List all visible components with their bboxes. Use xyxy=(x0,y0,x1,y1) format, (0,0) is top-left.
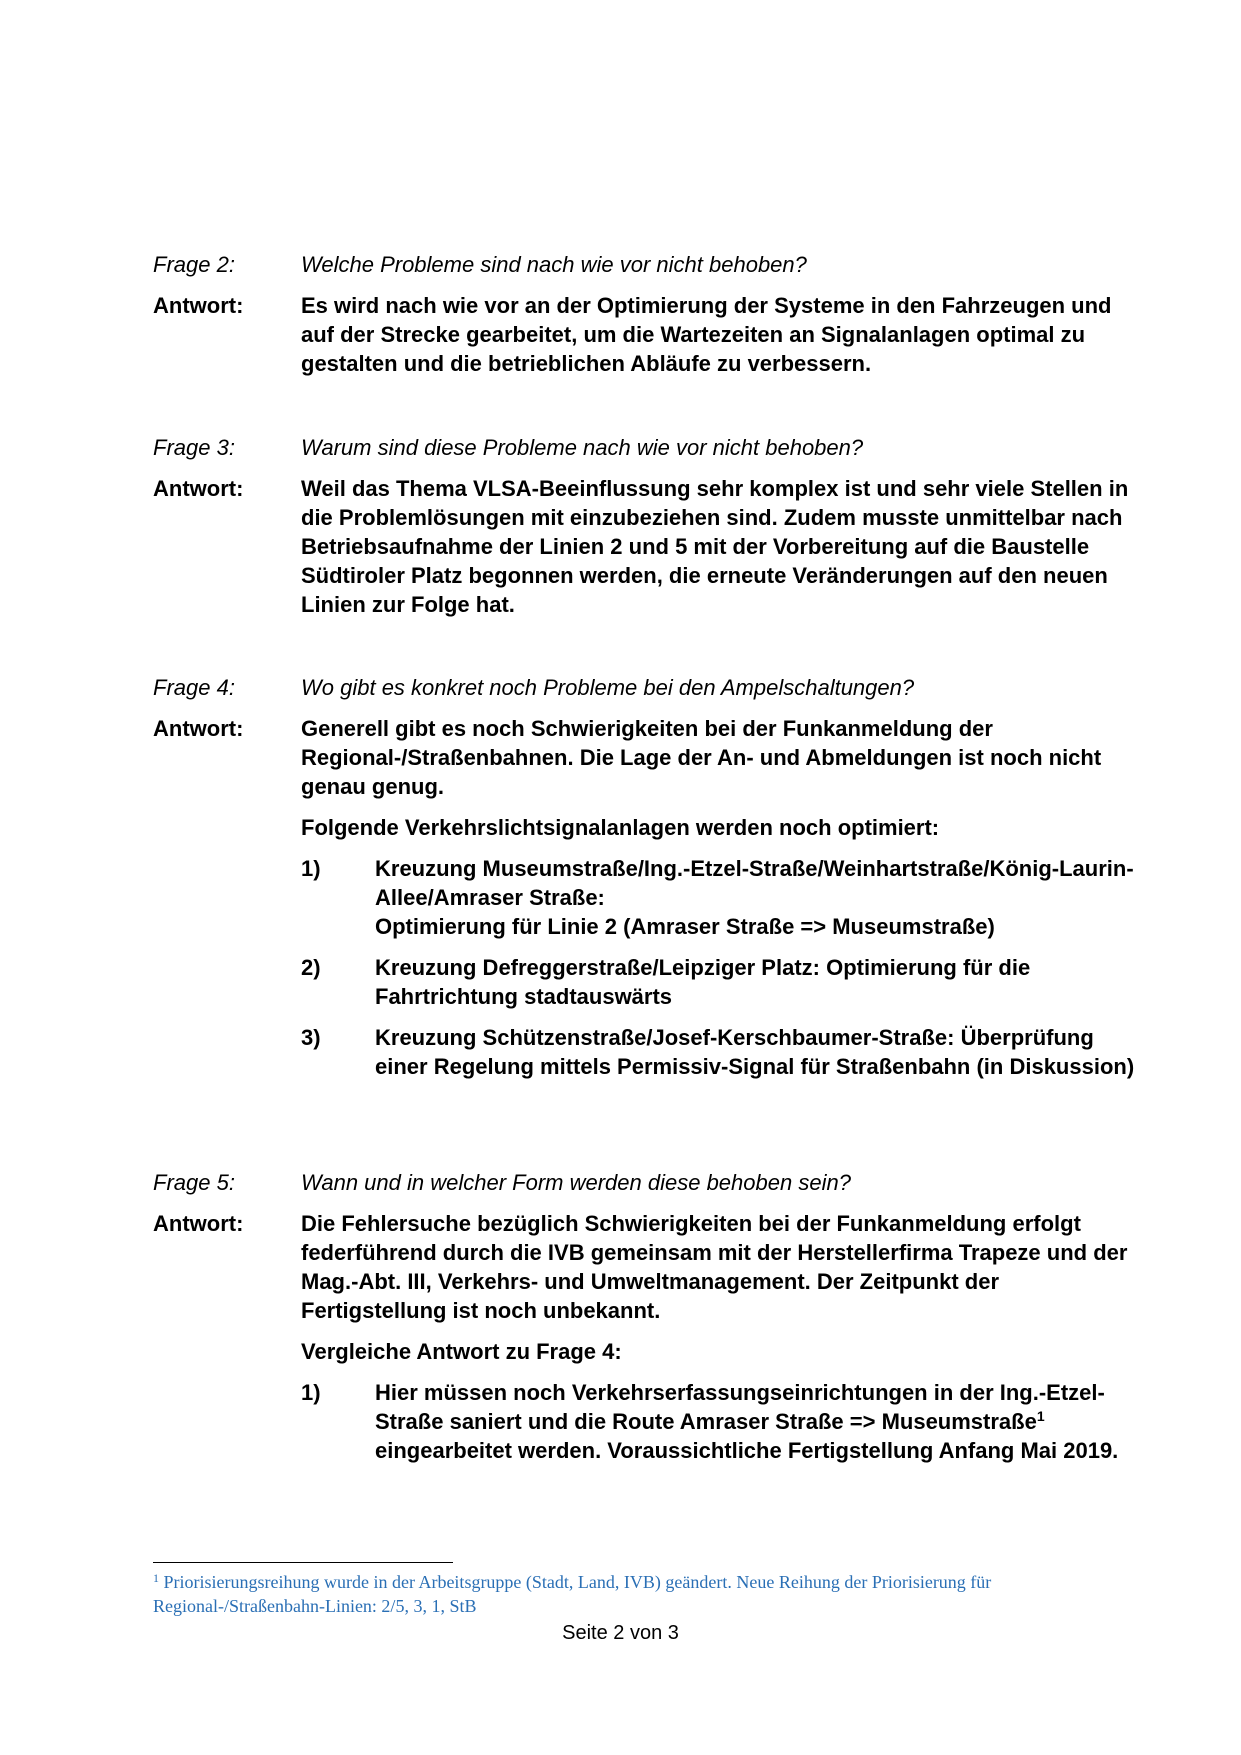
footnote-marker: 1 xyxy=(153,1571,159,1585)
qa-block-4 xyxy=(153,673,1143,1081)
list-item xyxy=(301,854,1143,941)
answer-paragraph: Generell gibt es noch Schwierigkeiten bei der Funkanmeldung der Regional-/Straßenbahnen. Die Lage der An- und Abmeldungen ist noch nicht genau genug. xyxy=(301,716,1102,799)
numbered-list xyxy=(301,854,1143,1081)
answer-label: Antwort: xyxy=(153,716,244,741)
answer-row xyxy=(153,1209,1143,1465)
list-item xyxy=(301,1023,1143,1081)
answer-paragraph: Vergleiche Antwort zu Frage 4: xyxy=(301,1339,622,1364)
list-item-text-part: Hier müssen noch Verkehrserfassungseinrichtungen in der Ing.-Etzel-Straße saniert und die Route Amraser Straße => Museumstraße xyxy=(375,1380,1105,1434)
question-label: Frage 4: xyxy=(153,675,235,700)
footnote-text: Priorisierungsreihung wurde in der Arbeitsgruppe (Stadt, Land, IVB) geändert. Neue Reihung der Priorisierung für Regional-/Straßenbahn-Linien: 2/5, 3, 1, StB xyxy=(153,1572,992,1616)
question-text: Wann und in welcher Form werden diese behoben sein? xyxy=(301,1170,851,1195)
qa-block-3 xyxy=(153,433,1143,619)
answer-paragraph: Die Fehlersuche bezüglich Schwierigkeiten bei der Funkanmeldung erfolgt federführend durch die IVB gemeinsam mit der Herstellerfirma Trapeze und der Mag.-Abt. III, Verkehrs- und Umweltmanagement. Der Zeitpunkt der Fertigstellung ist noch unbekannt. xyxy=(301,1211,1128,1323)
qa-block-5 xyxy=(153,1168,1143,1465)
list-item-line: Kreuzung Museumstraße/Ing.-Etzel-Straße/Weinhartstraße/König-Laurin-Allee/Amraser Straße: xyxy=(375,856,1134,910)
question-text: Warum sind diese Probleme nach wie vor nicht behoben? xyxy=(301,435,864,460)
answer-label: Antwort: xyxy=(153,1211,244,1236)
numbered-list xyxy=(301,1378,1143,1465)
list-item xyxy=(301,953,1143,1011)
list-item-text: Kreuzung Defreggerstraße/Leipziger Platz: Optimierung für die Fahrtrichtung stadtauswärts xyxy=(375,955,1031,1009)
question-label: Frage 3: xyxy=(153,435,235,460)
question-row xyxy=(153,433,1143,462)
list-number: 1) xyxy=(301,856,321,881)
list-item xyxy=(301,1378,1143,1465)
list-item-text: Kreuzung Schützenstraße/Josef-Kerschbaumer-Straße: Überprüfung einer Regelung mittels Permissiv-Signal für Straßenbahn (in Diskussion) xyxy=(375,1025,1135,1079)
answer-text xyxy=(301,291,1143,378)
question-label: Frage 5: xyxy=(153,1170,235,1195)
list-item-text xyxy=(375,854,1143,941)
footnote-separator xyxy=(153,1562,453,1563)
answer-paragraph: Es wird nach wie vor an der Optimierung der Systeme in den Fahrzeugen und auf der Strecke gearbeitet, um die Wartezeiten an Signalanlagen optimal zu gestalten und die betrieblichen Abläufe zu verbessern. xyxy=(301,293,1112,376)
question-label: Frage 2: xyxy=(153,252,235,277)
answer-label: Antwort: xyxy=(153,476,244,501)
question-row xyxy=(153,1168,1143,1197)
footnote xyxy=(153,1570,1143,1618)
answer-text xyxy=(301,714,1143,1081)
list-number: 3) xyxy=(301,1025,321,1050)
question-text: Welche Probleme sind nach wie vor nicht behoben? xyxy=(301,252,807,277)
question-text: Wo gibt es konkret noch Probleme bei den Ampelschaltungen? xyxy=(301,675,915,700)
list-number: 2) xyxy=(301,955,321,980)
answer-paragraph: Folgende Verkehrslichtsignalanlagen werden noch optimiert: xyxy=(301,815,940,840)
answer-text xyxy=(301,1209,1143,1465)
list-number: 1) xyxy=(301,1380,321,1405)
list-item-text xyxy=(375,1378,1143,1465)
page-number: Seite 2 von 3 xyxy=(562,1622,679,1644)
list-item-text-part: eingearbeitet werden. Voraussichtliche Fertigstellung Anfang Mai 2019. xyxy=(375,1438,1119,1463)
qa-block-2 xyxy=(153,250,1143,378)
answer-row xyxy=(153,474,1143,619)
question-row xyxy=(153,250,1143,279)
footnote-reference: 1 xyxy=(1036,1408,1045,1424)
answer-row xyxy=(153,714,1143,1081)
answer-paragraph: Weil das Thema VLSA-Beeinflussung sehr komplex ist und sehr viele Stellen in die Problemlösungen mit einzubeziehen sind. Zudem musste unmittelbar nach Betriebsaufnahme der Linien 2 und 5 mit der Vorbereitung auf die Baustelle Südtiroler Platz begonnen werden, die erneute Veränderungen auf den neuen Linien zur Folge hat. xyxy=(301,476,1129,617)
answer-row xyxy=(153,291,1143,378)
list-item-line: Optimierung für Linie 2 (Amraser Straße => Museumstraße) xyxy=(375,914,995,939)
answer-label: Antwort: xyxy=(153,293,244,318)
answer-text xyxy=(301,474,1143,619)
question-row xyxy=(153,673,1143,702)
